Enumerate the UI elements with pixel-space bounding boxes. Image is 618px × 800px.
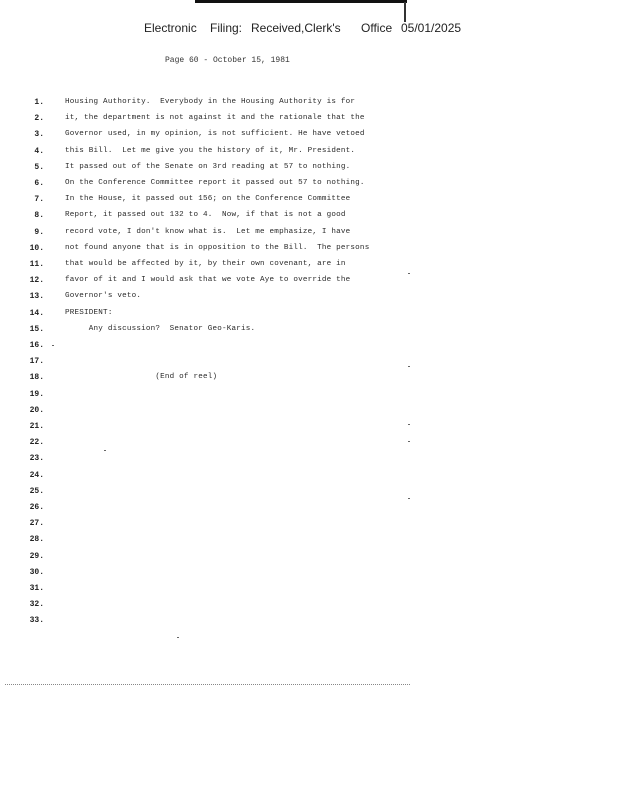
transcript-line: (End of reel) [65, 373, 218, 381]
transcript-line: It passed out of the Senate on 3rd reading at 57 to nothing. [65, 163, 351, 171]
scan-speck [52, 345, 54, 346]
line-number: 33. [29, 616, 44, 625]
line-number: 2. [34, 114, 44, 123]
line-number: 31. [29, 584, 44, 593]
line-number: 28. [29, 535, 44, 544]
line-number: 16. [29, 341, 44, 350]
line-number: 6. [34, 179, 44, 188]
transcript-line: Any discussion? Senator Geo-Karis. [65, 325, 256, 333]
line-number: 9. [34, 228, 44, 237]
transcript-line: record vote, I don't know what is. Let me emphasize, I have [65, 228, 351, 236]
line-number: 12. [29, 276, 44, 285]
line-number: 14. [29, 309, 44, 318]
line-number: 29. [29, 552, 44, 561]
scan-speck [408, 424, 410, 425]
line-number: 11. [29, 260, 44, 269]
line-number: 24. [29, 471, 44, 480]
scan-speck [408, 498, 410, 499]
line-number: 17. [29, 357, 44, 366]
scan-speck [408, 366, 410, 367]
line-number: 15. [29, 325, 44, 334]
transcript-line: it, the department is not against it and the rationale that the [65, 114, 365, 122]
scan-speck [408, 273, 410, 274]
transcript-line: Housing Authority. Everybody in the Housing Authority is for [65, 98, 356, 106]
line-number: 23. [29, 454, 44, 463]
line-number: 13. [29, 292, 44, 301]
transcript-line: In the House, it passed out 156; on the Conference Committee [65, 195, 351, 203]
line-number: 3. [34, 130, 44, 139]
line-number: 1. [34, 98, 44, 107]
line-number: 4. [34, 147, 44, 156]
stamp-date: 05/01/2025 [401, 21, 462, 35]
line-number: 21. [29, 422, 44, 431]
line-number: 25. [29, 487, 44, 496]
line-number: 30. [29, 568, 44, 577]
transcript-line: Report, it passed out 132 to 4. Now, if that is not a good [65, 211, 346, 219]
bottom-scan-edge [5, 684, 410, 686]
line-number: 7. [34, 195, 44, 204]
stamp-filing: Filing: [210, 21, 243, 35]
line-number: 20. [29, 406, 44, 415]
line-number: 19. [29, 390, 44, 399]
line-number: 32. [29, 600, 44, 609]
transcript-line: PRESIDENT: [65, 309, 113, 317]
line-number: 10. [29, 244, 44, 253]
scan-speck [104, 450, 106, 451]
scan-edge-mark [404, 2, 406, 22]
scan-speck [177, 637, 179, 638]
line-number: 26. [29, 503, 44, 512]
stamp-electronic: Electronic [144, 21, 197, 35]
transcript-line: favor of it and I would ask that we vote Aye to override the [65, 276, 351, 284]
line-number: 22. [29, 438, 44, 447]
transcript-line: Governor used, in my opinion, is not sufficient. He have vetoed [65, 130, 365, 138]
line-number: 27. [29, 519, 44, 528]
line-number: 8. [34, 211, 44, 220]
top-scan-bar [195, 0, 407, 3]
transcript-line: this Bill. Let me give you the history of it, Mr. President. [65, 147, 356, 155]
stamp-received: Received,Clerk's [251, 21, 341, 35]
transcript-line: that would be affected by it, by their own covenant, are in [65, 260, 346, 268]
stamp-office: Office [361, 21, 393, 35]
transcript-line: not found anyone that is in opposition to the Bill. The persons [65, 244, 370, 252]
page-header: Page 60 - October 15, 1981 [165, 56, 290, 65]
line-number: 18. [29, 373, 44, 382]
transcript-line: On the Conference Committee report it passed out 57 to nothing. [65, 179, 365, 187]
line-number: 5. [34, 163, 44, 172]
transcript-line: Governor's veto. [65, 292, 142, 300]
scan-speck [408, 441, 410, 442]
